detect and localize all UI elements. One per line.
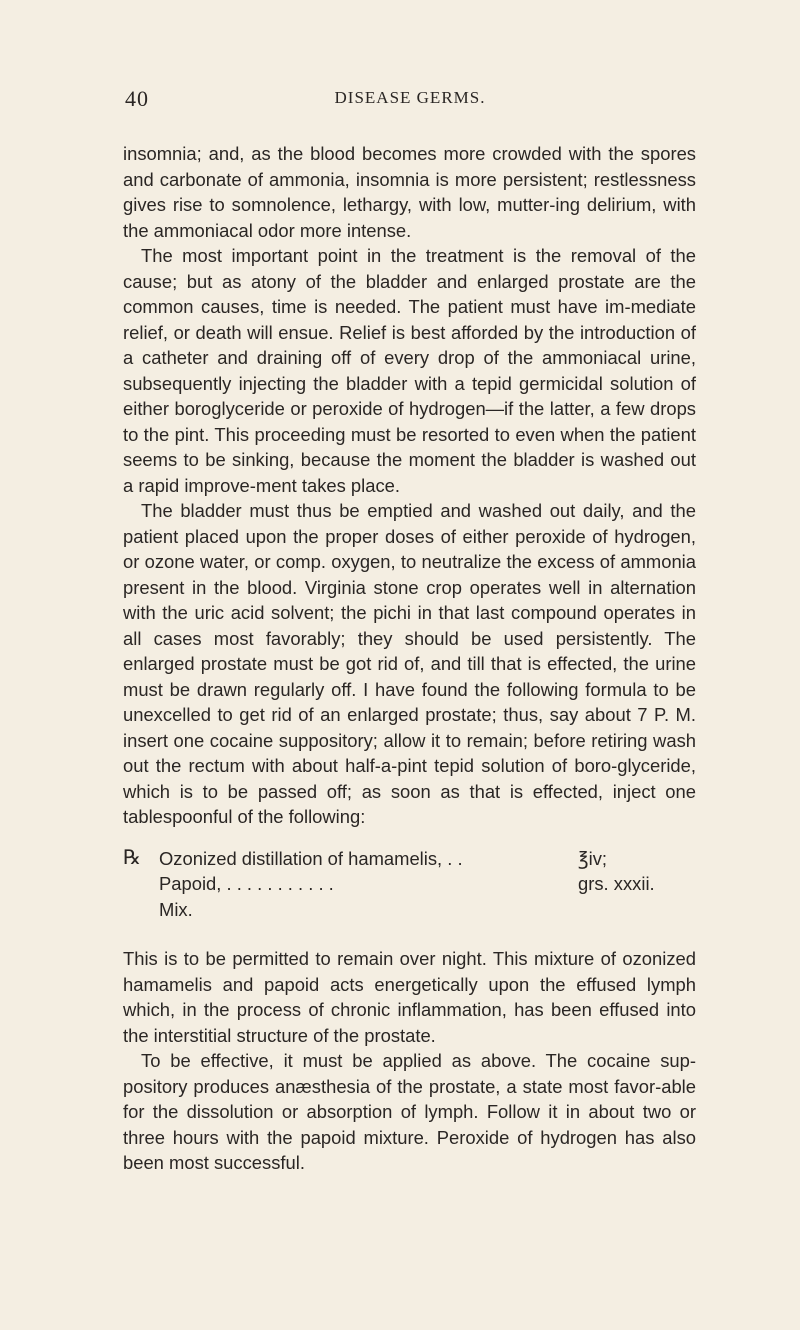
paragraphs-after: [123, 946, 696, 1176]
paragraph: insomnia; and, as the blood becomes more crowded with the spores and carbonate of ammonia, insomnia is more persistent; restlessness gives rise to somnolence, lethargy, with low, mutter-ing delirium, with the ammoniacal odor more intense.: [123, 143, 696, 241]
prescription-item-qty: ℥iv;: [578, 847, 608, 869]
paragraph: This is to be permitted to remain over night. This mixture of ozonized hamamelis and papoid acts energetically upon the effused lymph which, in the process of chronic inflammation, has been effused into the interstitial structure of the prostate.: [123, 948, 696, 1046]
prescription-line: [123, 846, 696, 872]
paragraph: The bladder must thus be emptied and washed out daily, and the patient placed upon the proper doses of either peroxide of hydrogen, or ozone water, or comp. oxygen, to neutralize the excess of ammonia present in the blood. Virginia stone crop operates well in alternation with the uric acid solvent; the pichi in that last compound operates in all cases most favorably; they should be used persistently. The enlarged prostate must be got rid of, and till that is effected, the urine must be drawn regularly off. I have found the following formula to be unexcelled to get rid of an enlarged prostate; thus, say about 7 P. M. insert one cocaine suppository; allow it to remain; before retiring wash out the rectum with about half-a-pint tepid solution of boro-glyceride, which is to be passed off; as soon as that is effected, inject one tablespoonful of the following:: [123, 500, 696, 827]
prescription-mix: Mix.: [159, 898, 193, 920]
prescription-item-qty: grs. xxxii.: [578, 873, 655, 894]
prescription-item-name: Ozonized distillation of hamamelis, . .: [159, 847, 463, 869]
prescription-symbol: ℞: [123, 846, 141, 869]
paragraphs-before: [123, 141, 696, 830]
prescription: [123, 846, 696, 923]
page-body: [123, 141, 696, 1176]
paragraph: To be effective, it must be applied as above. The cocaine sup-pository produces anæsthesia of the prostate, a state most favor-able for the dissolution or absorption of lymph. Follow it in about two or three hours with the papoid mixture. Peroxide of hydrogen has also been most successful.: [123, 1050, 696, 1173]
prescription-item-name: Papoid, . . . . . . . . . . .: [159, 873, 334, 894]
paragraph: The most important point in the treatment is the removal of the cause; but as atony of the bladder and enlarged prostate are the common causes, time is needed. The patient must have im-mediate relief, or death will ensue. Relief is best afforded by the introduction of a catheter and draining off of every drop of the ammoniacal urine, subsequently injecting the bladder with a tepid germicidal solution of either boroglyceride or peroxide of hydrogen—if the latter, a few drops to the pint. This proceeding must be resorted to even when the patient seems to be sinking, because the moment the bladder is washed out a rapid improve-ment takes place.: [123, 245, 696, 496]
running-head: DISEASE GERMS.: [334, 88, 486, 107]
page-header: [125, 86, 695, 116]
page-number: 40: [125, 86, 149, 111]
prescription-line: [123, 871, 696, 897]
